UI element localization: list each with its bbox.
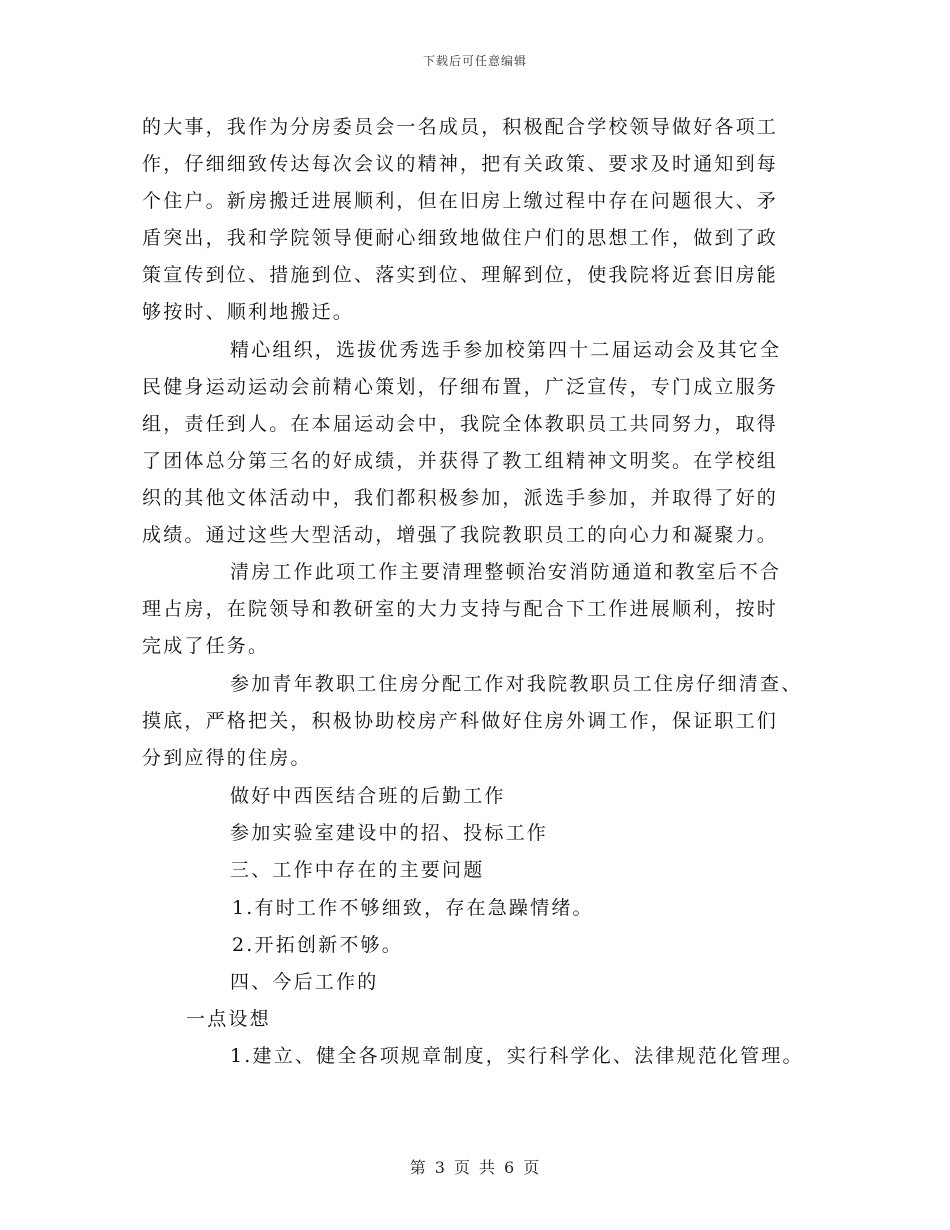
- text-line: 摸底，严格把关，积极协助校房产科做好住房外调工作，保证职工们: [142, 710, 779, 732]
- footer-label-gong: 共: [479, 1158, 497, 1177]
- page-header: 下载后可任意编辑: [422, 54, 527, 68]
- footer-label-ye: 页: [453, 1158, 471, 1177]
- text-line: 织的其他文体活动中，我们都积极参加，派选手参加，并取得了好的: [142, 487, 779, 509]
- section-heading: 四、今后工作的: [230, 971, 379, 993]
- text-line: 组，责任到人。在本届运动会中，我院全体教职员工共同努力，取得: [142, 413, 779, 435]
- page-footer: [0, 1155, 950, 1178]
- section-heading-continued: 一点设想: [186, 1008, 271, 1030]
- text-line: 的大事，我作为分房委员会一名成员，积极配合学校领导做好各项工: [142, 116, 779, 138]
- text-line: 个住户。新房搬迁进展顺利，但在旧房上缴过程中存在问题很大、矛: [142, 190, 779, 212]
- list-item: 1.建立、健全各项规章制度，实行科学化、法律规范化管理。: [230, 1045, 804, 1067]
- text-line: 分到应得的住房。: [142, 747, 312, 769]
- list-item: 2.开拓创新不够。: [232, 934, 403, 956]
- text-line: 策宣传到位、措施到位、落实到位、理解到位，使我院将近套旧房能: [142, 264, 779, 286]
- paragraph-first-line: 精心组织，选拔优秀选手参加校第四十二届运动会及其它全: [230, 339, 782, 361]
- text-line: 理占房，在院领导和教研室的大力支持与配合下工作进展顺利，按时: [142, 598, 779, 620]
- list-item: 做好中西医结合班的后勤工作: [230, 785, 506, 807]
- text-line: 盾突出，我和学院领导便耐心细致地做住户们的思想工作，做到了政: [142, 227, 779, 249]
- section-heading: 三、工作中存在的主要问题: [230, 859, 485, 881]
- total-pages-number: 6: [504, 1158, 516, 1177]
- paragraph-first-line: 清房工作此项工作主要清理整顿治安消防通道和教室后不合: [230, 561, 782, 583]
- footer-label-ye2: 页: [523, 1158, 541, 1177]
- text-line: 了团体总分第三名的好成绩，并获得了教工组精神文明奖。在学校组: [142, 450, 779, 472]
- current-page-number: 3: [434, 1158, 446, 1177]
- list-item: 参加实验室建设中的招、投标工作: [230, 822, 549, 844]
- text-line: 够按时、顺利地搬迁。: [142, 301, 355, 323]
- text-line: 作，仔细细致传达每次会议的精神，把有关政策、要求及时通知到每: [142, 153, 779, 175]
- text-line: 成绩。通过这些大型活动，增强了我院教职员工的向心力和凝聚力。: [142, 524, 779, 546]
- text-line: 完成了任务。: [142, 635, 270, 657]
- text-line: 民健身运动运动会前精心策划，仔细布置，广泛宣传，专门成立服务: [142, 376, 779, 398]
- list-item: 1.有时工作不够细致，存在急躁情绪。: [232, 897, 594, 919]
- footer-label-di: 第: [409, 1158, 427, 1177]
- paragraph-first-line: 参加青年教职工住房分配工作对我院教职员工住房仔细清查、: [230, 673, 803, 695]
